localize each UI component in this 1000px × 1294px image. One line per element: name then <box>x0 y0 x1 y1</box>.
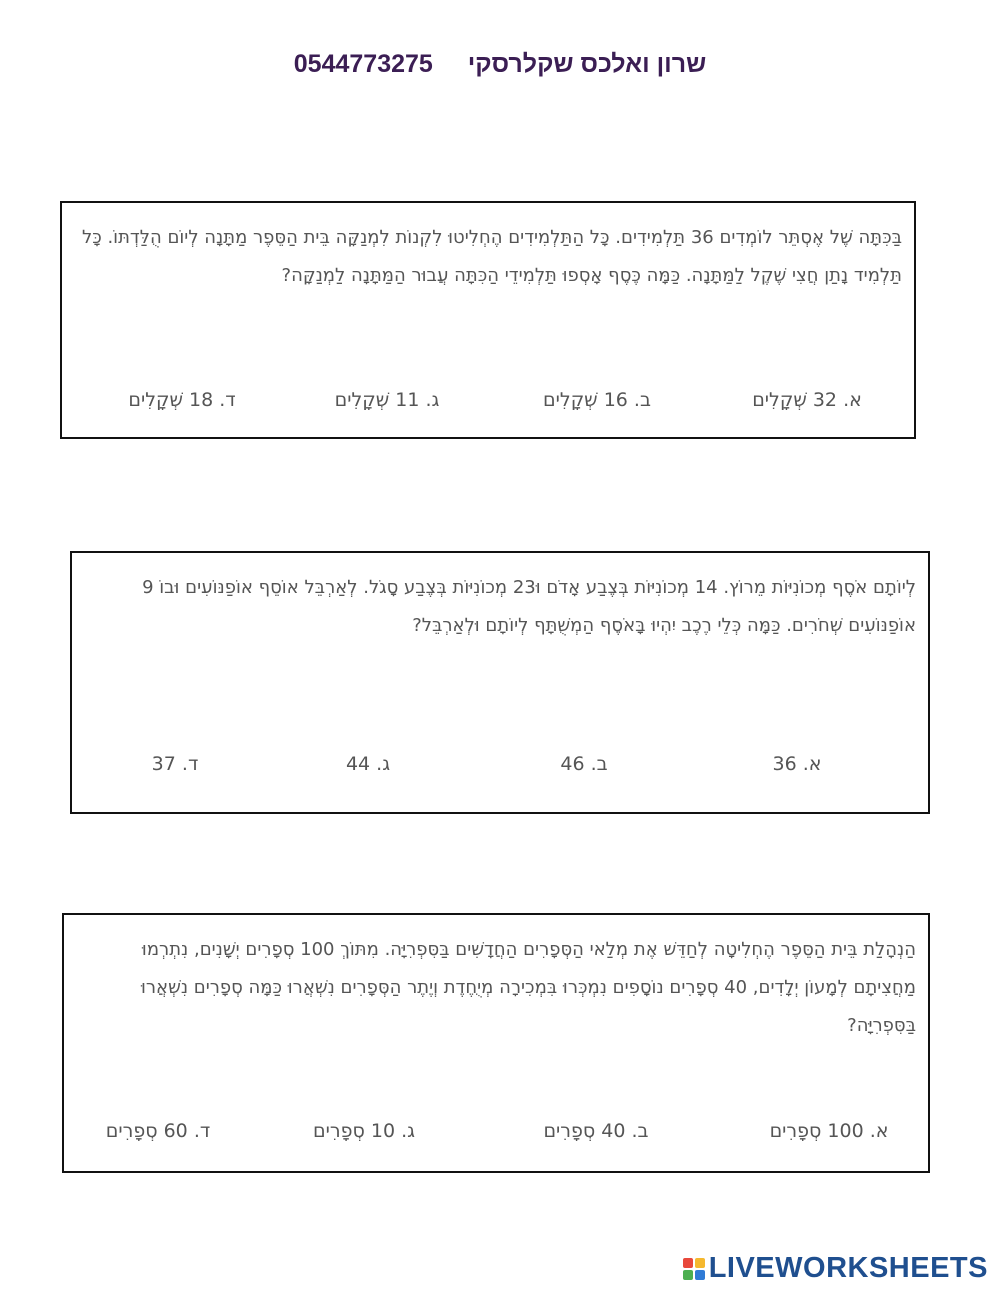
option-b[interactable]: ב. 16 שְׁקָלִים <box>543 389 651 411</box>
answer-options <box>72 753 928 783</box>
answer-options <box>64 1120 928 1150</box>
question-box-1 <box>60 201 916 439</box>
page-header <box>0 50 1000 79</box>
option-a[interactable]: א. 36 <box>772 753 822 775</box>
option-c[interactable]: ג. 10 סְפָרִים <box>313 1120 415 1142</box>
option-d[interactable]: ד. 18 שְׁקָלִים <box>128 389 236 411</box>
logo-block <box>695 1270 705 1280</box>
logo-block <box>695 1258 705 1268</box>
option-a[interactable]: א. 100 סְפָרִים <box>769 1120 889 1142</box>
option-c[interactable]: ג. 44 <box>345 753 391 775</box>
question-text: לְיוֹתָם אֹסֶף מְכוֹנִיּוֹת מֵרוֹץ. 14 מְכוֹנִיּוֹת בְּצֶבַע אָדֹם וּ23 מְכוֹנִיּוֹת בְּצֶבַע סָגֹל. לְאַרְבֵּל אוֹסֵף אוֹפַנּוֹעִים וּבוֹ 9 אוֹפַנּוֹעִים שְׁחֹרִים. כַּמָּה כְּלֵי רֶכֶב יִהְיוּ בָּאֹסֶף הַמְשֻׁתָּף לְיוֹתָם וּלְאַרְבֵּל? <box>142 577 916 636</box>
brand-name: LIVEWORKSHEETS <box>708 1252 988 1284</box>
option-d[interactable]: ד. 60 סְפָרִים <box>105 1120 211 1142</box>
option-b[interactable]: ב. 40 סְפָרִים <box>543 1120 649 1142</box>
option-d[interactable]: ד. 37 <box>151 753 199 775</box>
logo-blocks-icon <box>683 1258 705 1280</box>
question-box-3 <box>62 913 930 1173</box>
logo-block <box>683 1258 693 1268</box>
liveworksheets-logo <box>683 1252 988 1285</box>
question-box-2 <box>70 551 930 814</box>
option-c[interactable]: ג. 11 שְׁקָלִים <box>334 389 440 411</box>
author-name: שרון ואלכס שקלרסקי <box>467 50 707 78</box>
logo-block <box>683 1270 693 1280</box>
phone-number: 0544773275 <box>293 50 433 78</box>
answer-options <box>62 389 914 419</box>
option-a[interactable]: א. 32 שְׁקָלִים <box>752 389 862 411</box>
question-text: בַּכִּתָּה שֶׁל אֶסְתֵּר לוֹמְדִים 36 תַּלְמִידִים. כָּל הַתַּלְמִידִים הֶחְלִיטוּ לִקְנוֹת לִמְנַקָּה בֵּית הַסֵּפֶר מַתָּנָה לְיוֹם הֻלַּדְתּוֹ. כָּל תַּלְמִיד נָתַן חֲצִי שֶׁקֶל לַמַּתָּנָה. כַּמָּה כֶּסֶף אָסְפוּ תַּלְמִידֵי הַכִּתָּה עֲבוּר הַמַּתָּנָה לַמְנַקָּה? <box>81 227 902 286</box>
option-b[interactable]: ב. 46 <box>560 753 608 775</box>
question-text: הַנְהָלַת בֵּית הַסֵּפֶר הֶחְלִיטָה לְחַדֵּשׁ אֶת מְלַאי הַסְּפָרִים הַחֲדָשִׁים בַּסִּפְרִיָּה. מִתּוֹךְ 100 סְפָרִים יְשָׁנִים, נִתְרְמוּ מַחֲצִיתָם לְמָעוֹן יְלָדִים, 40 סְפָרִים נוֹסָפִים נִמְכְּרוּ בִּמְכִירָה מְיֻחֶדֶת וְיֶתֶר הַסְּפָרִים נִשְׁאֲרוּ כַּמָּה סְפָרִים נִשְׁאֲרוּ בַּסִּפְרִיָּה? <box>140 939 916 1036</box>
